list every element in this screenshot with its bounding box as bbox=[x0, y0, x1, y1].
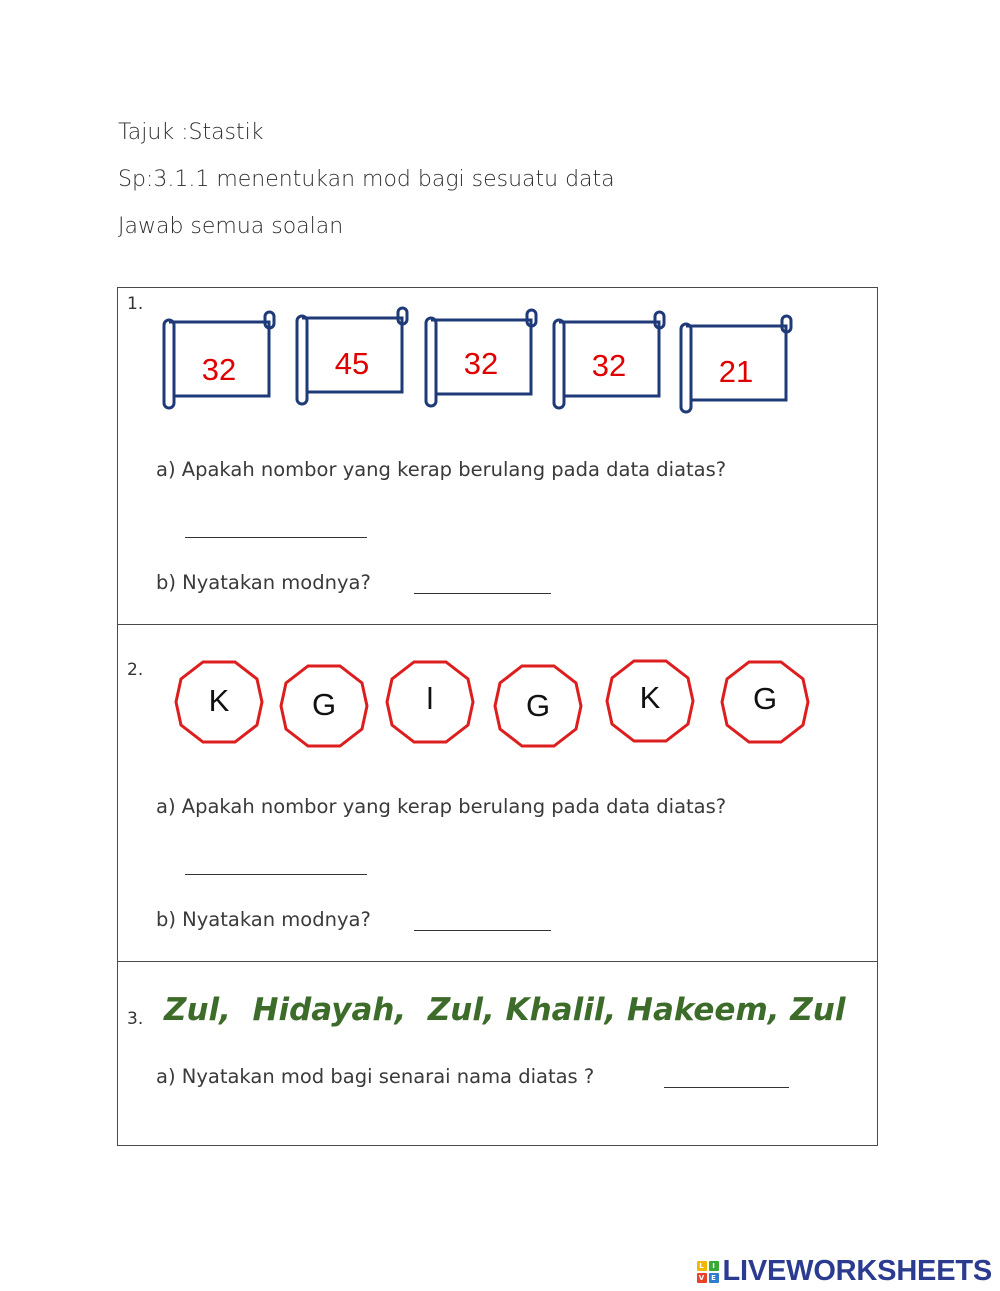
names-list: Zul, Hidayah, Zul, Khalil, Hakeem, Zul bbox=[164, 992, 846, 1028]
scroll-card-1 bbox=[161, 308, 277, 410]
logo-tile: E bbox=[709, 1273, 719, 1283]
scroll-card-5 bbox=[678, 312, 794, 414]
instruction-text: Jawab semua soalan bbox=[118, 214, 344, 239]
liveworksheets-brand bbox=[697, 1255, 993, 1288]
question-3-box bbox=[117, 961, 878, 1146]
scroll-card-4 bbox=[551, 308, 667, 410]
question-1-box bbox=[117, 287, 878, 625]
letter-octagon-1 bbox=[173, 659, 265, 745]
letter-octagon-3 bbox=[384, 659, 476, 745]
octagon-letter: G bbox=[752, 681, 778, 716]
question-3a-text: a) Nyatakan mod bagi senarai nama diatas ? bbox=[156, 1065, 595, 1088]
octagon-letter: G bbox=[311, 687, 337, 722]
question-3-number: 3. bbox=[127, 1009, 144, 1029]
logo-tile: V bbox=[697, 1273, 707, 1283]
liveworksheets-logo-icon bbox=[697, 1261, 719, 1283]
scroll-value: 32 bbox=[591, 348, 627, 383]
letter-octagon-6 bbox=[719, 659, 811, 745]
answer-1a-blank[interactable] bbox=[185, 537, 367, 538]
question-2b-text: b) Nyatakan modnya? bbox=[156, 908, 371, 931]
logo-tile: L bbox=[697, 1261, 707, 1271]
brand-name: LIVEWORKSHEETS bbox=[722, 1255, 992, 1287]
letter-octagon-2 bbox=[278, 663, 370, 749]
octagon-letter: K bbox=[639, 680, 661, 715]
question-1-number: 1. bbox=[127, 294, 144, 314]
scroll-value: 45 bbox=[334, 346, 370, 381]
scroll-value: 21 bbox=[718, 354, 754, 389]
learning-objective: Sp:3.1.1 menentukan mod bagi sesuatu data bbox=[118, 167, 615, 192]
question-2a-text: a) Apakah nombor yang kerap berulang pada data diatas? bbox=[156, 795, 727, 818]
letter-octagon-4 bbox=[492, 663, 584, 749]
scroll-value: 32 bbox=[463, 346, 499, 381]
octagon-letter: l bbox=[426, 681, 434, 716]
scroll-value: 32 bbox=[201, 352, 237, 387]
answer-2b-blank[interactable] bbox=[414, 930, 551, 931]
answer-2a-blank[interactable] bbox=[185, 874, 367, 875]
letter-octagon-5 bbox=[604, 658, 696, 744]
octagon-letter: G bbox=[525, 688, 551, 723]
logo-tile: I bbox=[709, 1261, 719, 1271]
question-1b-text: b) Nyatakan modnya? bbox=[156, 571, 371, 594]
answer-1b-blank[interactable] bbox=[414, 593, 551, 594]
scroll-card-2 bbox=[294, 304, 410, 406]
scroll-card-3 bbox=[423, 306, 539, 408]
answer-3a-blank[interactable] bbox=[664, 1087, 789, 1088]
question-2-box bbox=[117, 624, 878, 962]
worksheet-title: Tajuk :Stastik bbox=[118, 120, 264, 145]
question-2-number: 2. bbox=[127, 660, 144, 680]
question-1a-text: a) Apakah nombor yang kerap berulang pada data diatas? bbox=[156, 458, 727, 481]
octagon-letter: K bbox=[208, 683, 230, 718]
